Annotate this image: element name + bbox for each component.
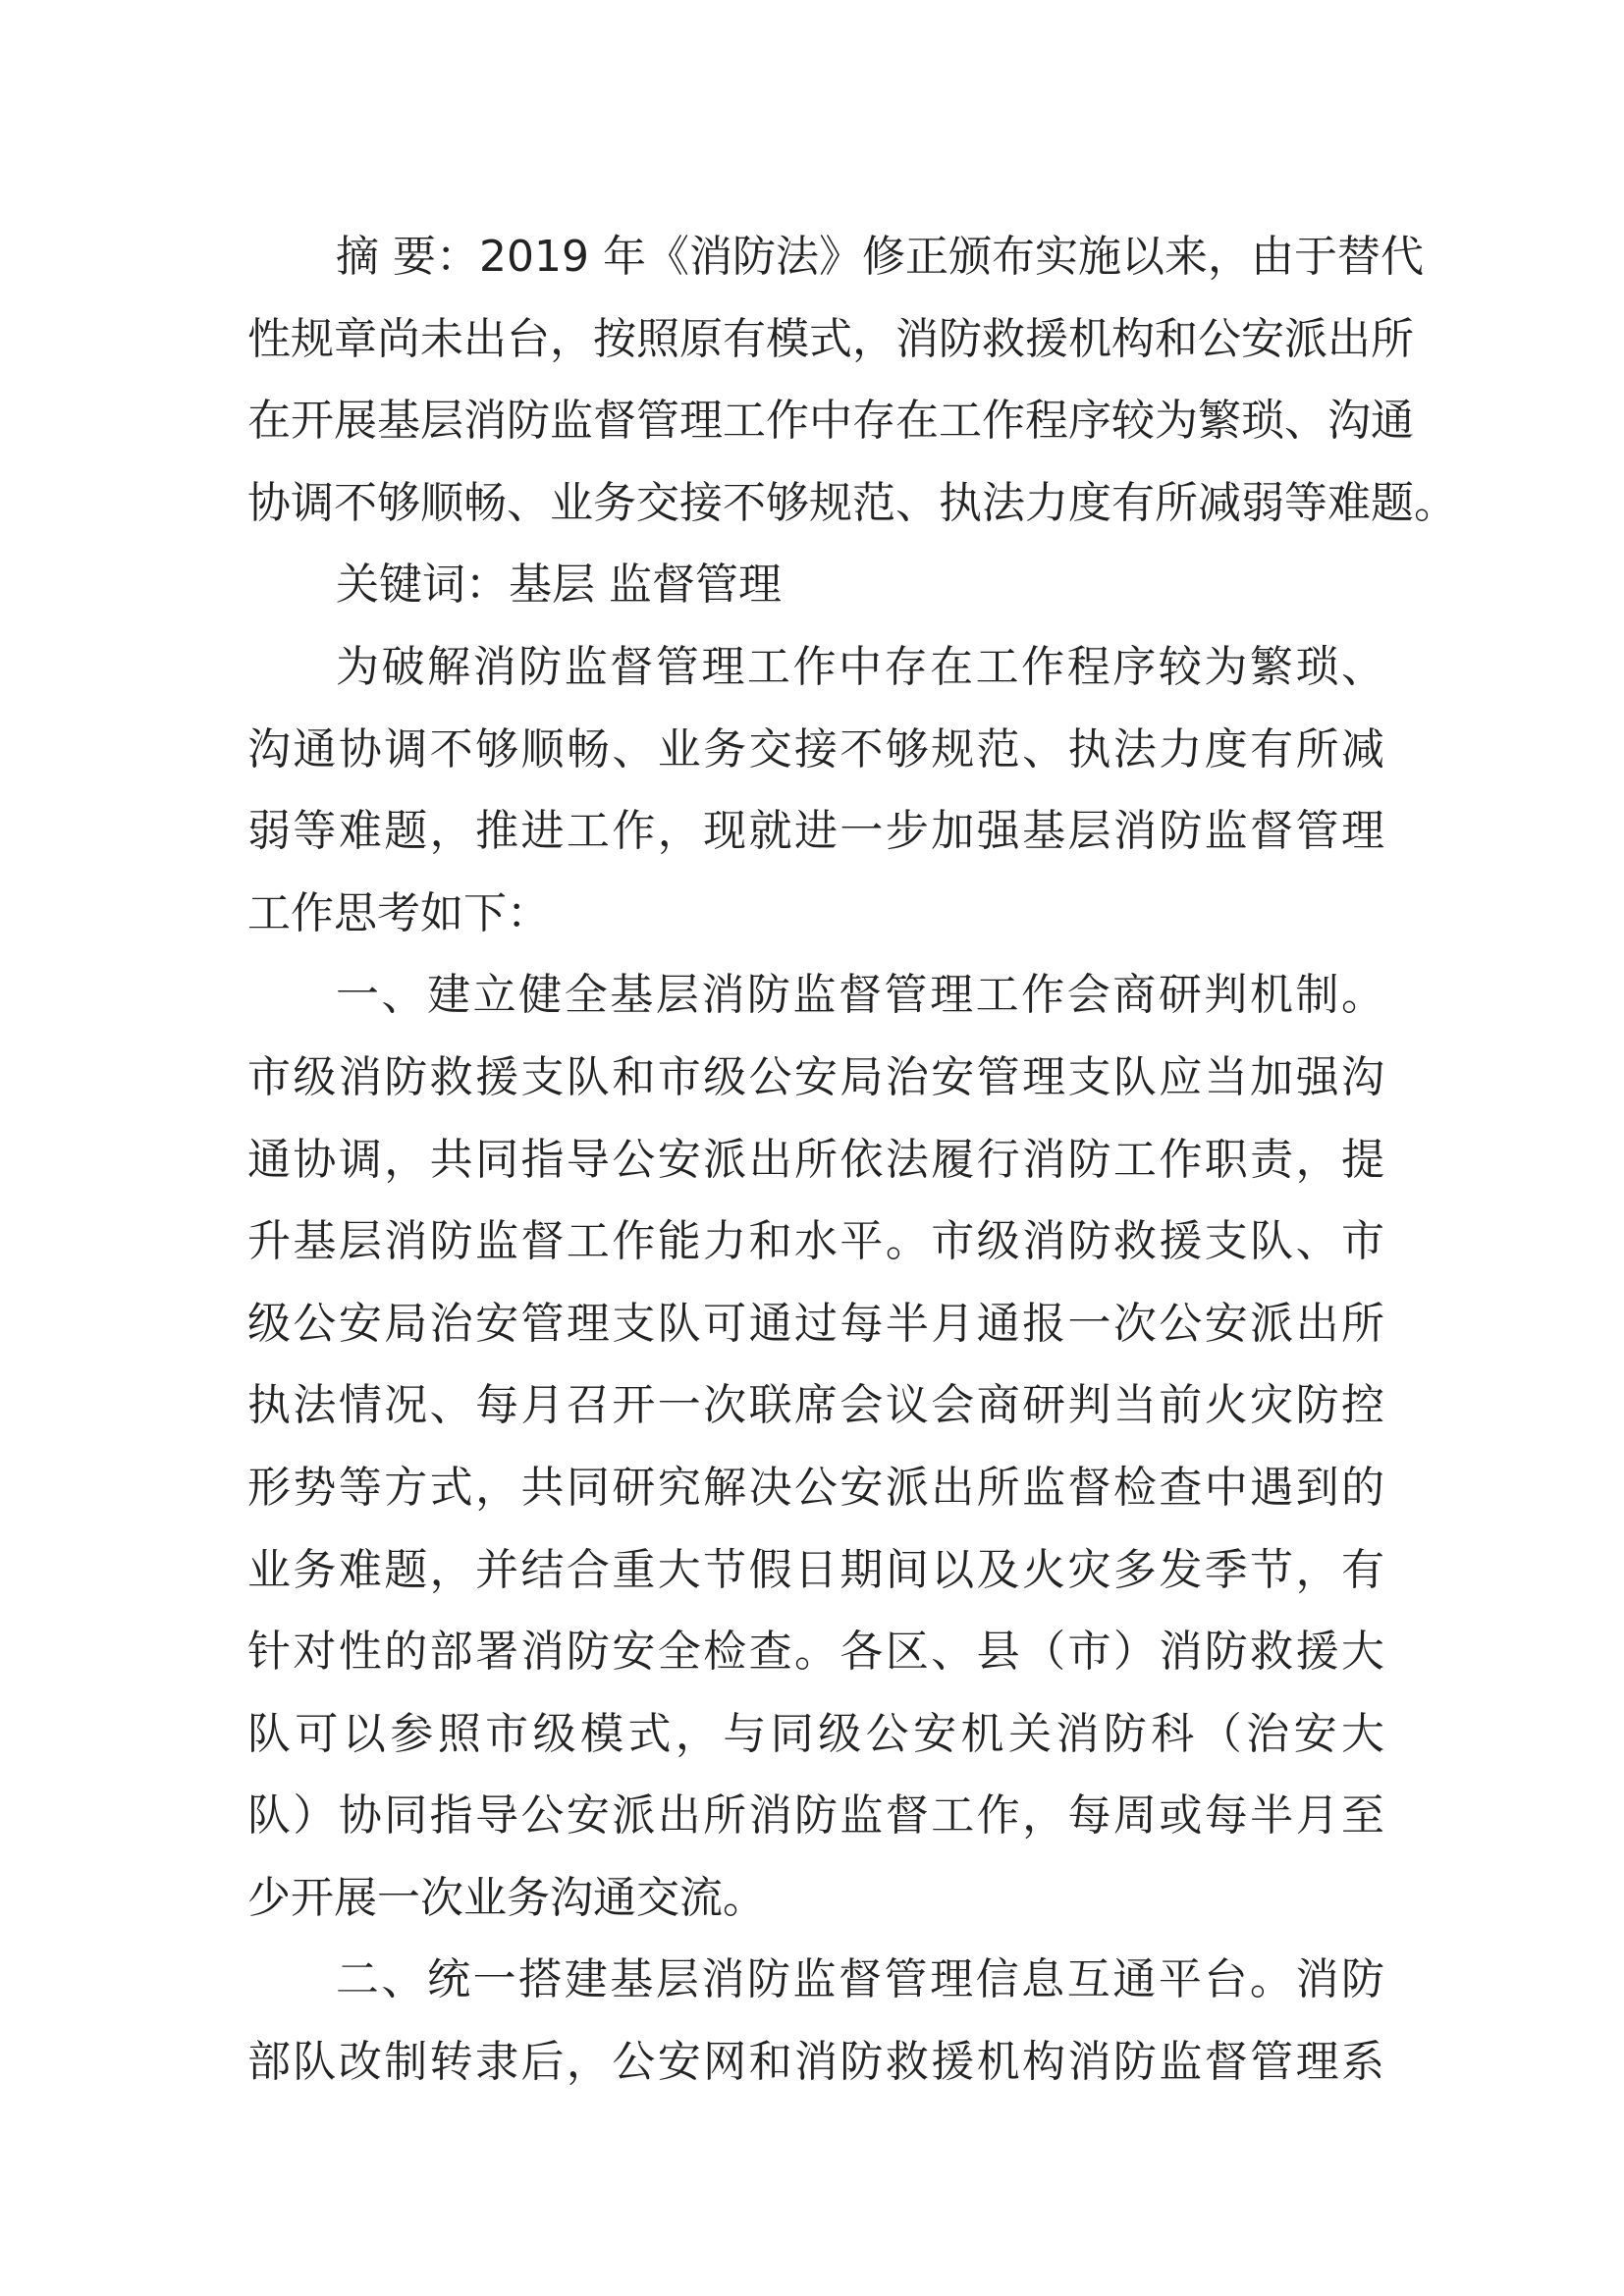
document-body (247, 216, 1457, 2104)
text-line: 在开展基层消防监督管理工作中存在工作程序较为繁琐、沟通 (247, 396, 1414, 447)
text-line: 摘 要：2019 年《消防法》修正颁布实施以来，由于替代 (336, 232, 1424, 282)
text-line: 业务难题，并结合重大节假日期间以及火灾多发季节，有 (247, 1544, 1384, 1595)
text-line: 形势等方式，共同研究解决公安派出所监督检查中遇到的 (247, 1462, 1384, 1513)
text-line: 队可以参照市级模式，与同级公安机关消防科（治安大 (247, 1708, 1384, 1759)
text-line: 通协调，共同指导公安派出所依法履行消防工作职责，提 (247, 1134, 1384, 1185)
text-line: 协调不够顺畅、业务交接不够规范、执法力度有所减弱等难题。 (247, 477, 1457, 528)
text-line: 一、建立健全基层消防监督管理工作会商研判机制。 (336, 970, 1384, 1021)
text-line: 沟通协调不够顺畅、业务交接不够规范、执法力度有所减 (247, 723, 1384, 774)
text-line: 执法情况、每月召开一次联席会议会商研判当前火灾防控 (247, 1380, 1384, 1431)
text-line: 部队改制转隶后，公安网和消防救援机构消防监督管理系 (247, 2037, 1384, 2088)
text-line: 市级消防救援支队和市级公安局治安管理支队应当加强沟 (247, 1051, 1384, 1102)
text-line: 升基层消防监督工作能力和水平。市级消防救援支队、市 (247, 1216, 1384, 1267)
text-line: 为破解消防监督管理工作中存在工作程序较为繁琐、 (336, 641, 1384, 692)
text-line: 工作思考如下： (247, 887, 550, 938)
text-line: 针对性的部署消防安全检查。各区、县（市）消防救援大 (247, 1627, 1384, 1678)
text-line: 级公安局治安管理支队可通过每半月通报一次公安派出所 (247, 1298, 1384, 1349)
text-line: 队）协同指导公安派出所消防监督工作，每周或每半月至 (247, 1790, 1384, 1842)
text-line: 二、统一搭建基层消防监督管理信息互通平台。消防 (336, 1954, 1384, 2005)
text-line: 性规章尚未出台，按照原有模式，消防救援机构和公安派出所 (247, 313, 1414, 364)
text-line: 关键词：基层 监督管理 (336, 560, 782, 611)
text-line: 弱等难题，推进工作，现就进一步加强基层消防监督管理 (247, 806, 1384, 857)
text-line: 少开展一次业务沟通交流。 (247, 1872, 766, 1923)
